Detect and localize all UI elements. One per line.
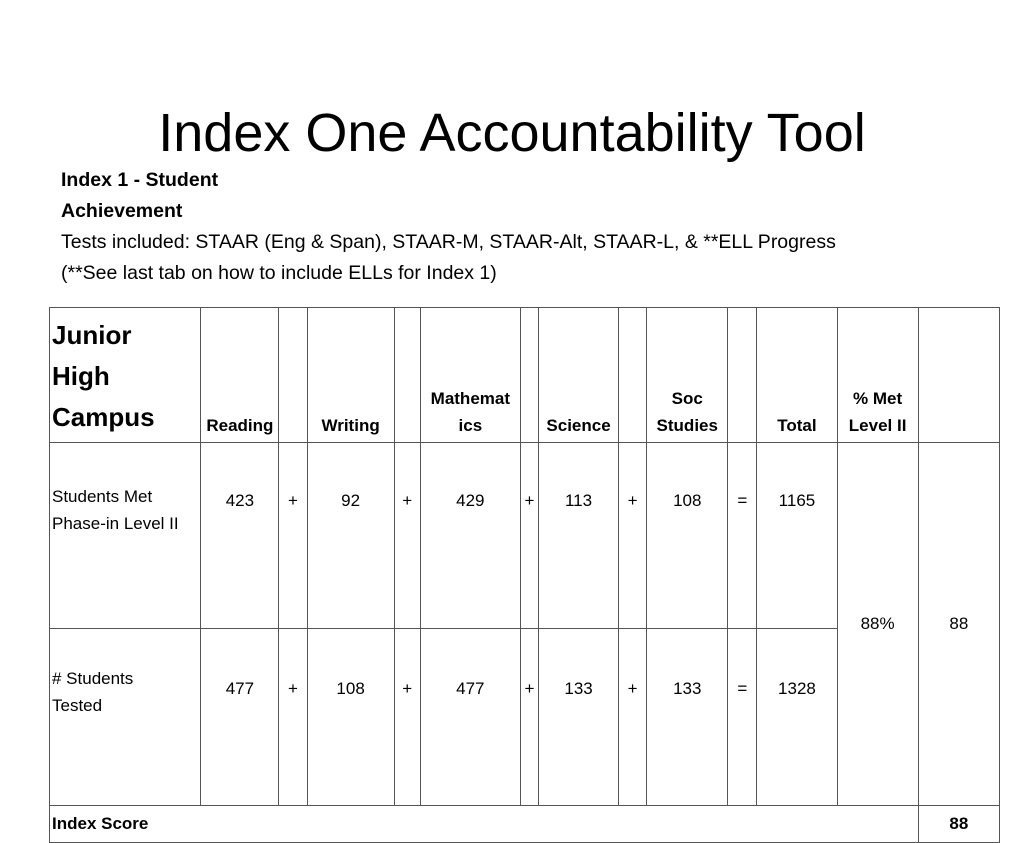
- row-label-line1: # Students: [52, 669, 134, 688]
- campus-line3: Campus: [52, 402, 155, 432]
- header-spacer: [394, 308, 420, 443]
- header-spacer: [520, 308, 538, 443]
- met-soc-studies: 108: [647, 443, 728, 629]
- plus-operator: +: [279, 443, 307, 629]
- slide-title: Index One Accountability Tool: [158, 103, 866, 164]
- intro-heading-line1: Index 1 - Student: [61, 169, 219, 191]
- intro-heading-line2: Achievement: [61, 200, 183, 222]
- science-header: Science: [538, 308, 618, 443]
- row-label-line1: Students Met: [52, 487, 153, 506]
- equals-operator: =: [728, 443, 757, 629]
- campus-header: [50, 308, 201, 443]
- met-math: 429: [420, 443, 520, 629]
- plus-operator: +: [619, 629, 647, 806]
- met-header-line1: % Met: [853, 389, 903, 408]
- tested-writing: 108: [307, 629, 394, 806]
- plus-operator: +: [394, 443, 420, 629]
- met-science: 113: [538, 443, 618, 629]
- intro-text: [61, 165, 981, 289]
- row-label-line2: Tested: [52, 696, 103, 715]
- met-reading: 423: [201, 443, 279, 629]
- met-header-line2: Level II: [848, 416, 907, 435]
- soc-studies-header: [647, 308, 728, 443]
- plus-operator: +: [520, 629, 538, 806]
- score-value: 88: [918, 443, 999, 806]
- writing-header: Writing: [307, 308, 394, 443]
- header-spacer: [619, 308, 647, 443]
- reading-header: Reading: [201, 308, 279, 443]
- tested-reading: 477: [201, 629, 279, 806]
- index-score-value: 88: [918, 806, 999, 843]
- plus-operator: +: [619, 443, 647, 629]
- header-spacer: [918, 308, 999, 443]
- percent-met-header: [837, 308, 918, 443]
- soc-header-line1: Soc: [671, 389, 703, 408]
- math-header: [420, 308, 520, 443]
- met-total: 1165: [757, 443, 837, 629]
- equals-operator: =: [728, 629, 757, 806]
- row-label-line2: Phase-in Level II: [52, 514, 179, 533]
- header-spacer: [279, 308, 307, 443]
- tested-soc-studies: 133: [647, 629, 728, 806]
- table-row-students-met: [50, 443, 1000, 629]
- table-header-row: [50, 308, 1000, 443]
- soc-header-line2: Studies: [656, 416, 718, 435]
- math-header-line1: Mathemat: [430, 389, 511, 408]
- intro-ell-note: (**See last tab on how to include ELLs for Index 1): [61, 262, 497, 284]
- header-spacer: [728, 308, 757, 443]
- plus-operator: +: [520, 443, 538, 629]
- row-label-students-tested: [50, 629, 201, 806]
- plus-operator: +: [279, 629, 307, 806]
- total-header: Total: [757, 308, 837, 443]
- index-score-label: Index Score: [50, 806, 919, 843]
- tested-total: 1328: [757, 629, 837, 806]
- met-writing: 92: [307, 443, 394, 629]
- plus-operator: +: [394, 629, 420, 806]
- row-label-students-met: [50, 443, 201, 629]
- tested-science: 133: [538, 629, 618, 806]
- percent-met-value: 88%: [837, 443, 918, 806]
- campus-line2: High: [52, 361, 110, 391]
- index-one-table: [49, 307, 1000, 843]
- tested-math: 477: [420, 629, 520, 806]
- math-header-line2: ics: [458, 416, 483, 435]
- campus-line1: Junior: [52, 320, 132, 350]
- table-row-index-score: [50, 806, 1000, 843]
- intro-tests-included: Tests included: STAAR (Eng & Span), STAAR-M, STAAR-Alt, STAAR-L, & **ELL Progress: [61, 231, 836, 253]
